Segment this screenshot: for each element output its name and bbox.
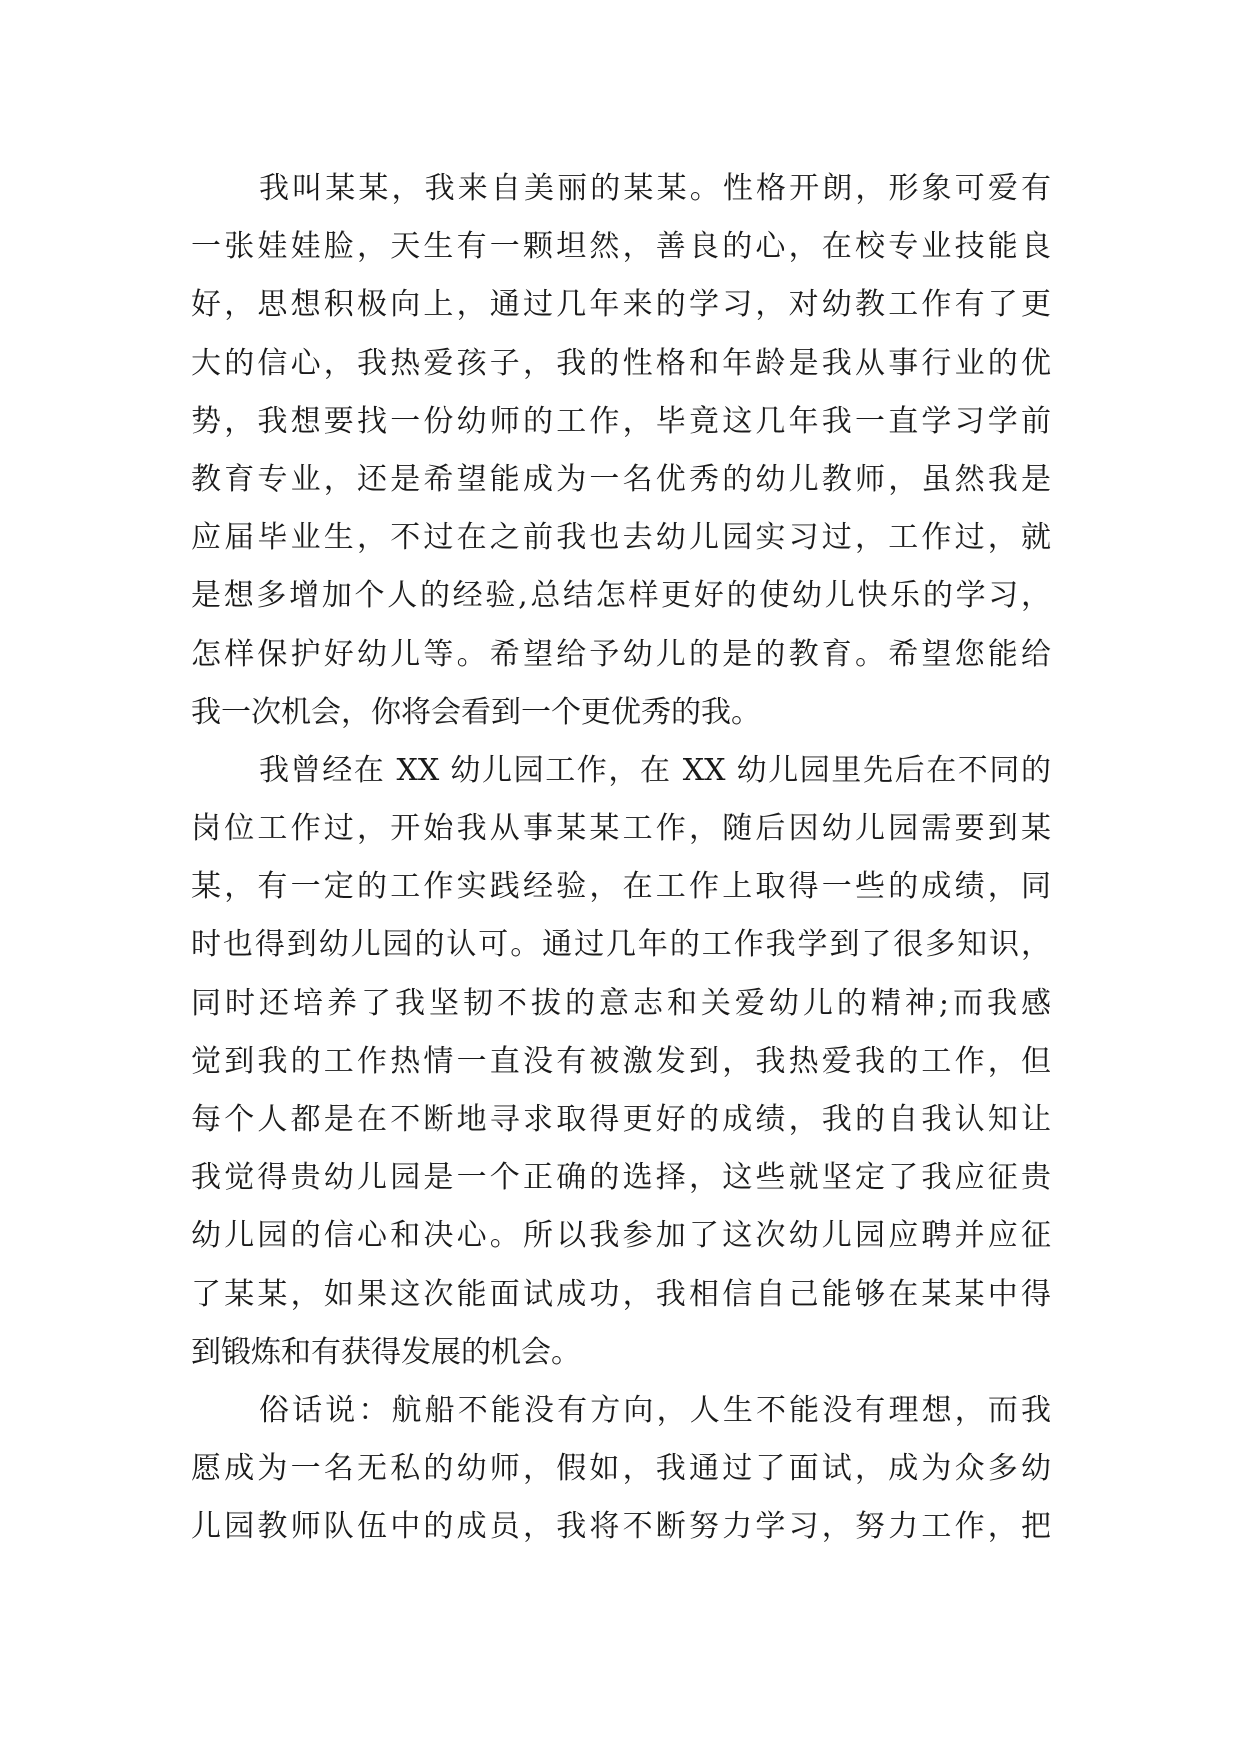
- paragraph-2: [191, 742, 1051, 1382]
- text-line: 了某某，如果这次能面试成功，我相信自己能够在某某中得: [191, 1276, 1051, 1312]
- text-line: 同时还培养了我坚韧不拔的意志和关爱幼儿的精神;而我感: [191, 985, 1051, 1021]
- text-line: 愿成为一名无私的幼师，假如，我通过了面试，成为众多幼: [191, 1451, 1051, 1487]
- text-line: 我曾经在 XX 幼儿园工作，在 XX 幼儿园里先后在不同的: [259, 752, 1051, 788]
- text-line: 一张娃娃脸，天生有一颗坦然，善良的心，在校专业技能良: [191, 229, 1051, 265]
- text-line: 大的信心，我热爱孩子，我的性格和年龄是我从事行业的优: [191, 345, 1051, 381]
- text-line: 俗话说：航船不能没有方向，人生不能没有理想，而我: [259, 1392, 1051, 1428]
- text-line: 每个人都是在不断地寻求取得更好的成绩，我的自我认知让: [191, 1102, 1051, 1137]
- text-line: 儿园教师队伍中的成员，我将不断努力学习，努力工作，把: [191, 1509, 1051, 1545]
- text-line: 岗位工作过，开始我从事某某工作，随后因幼儿园需要到某: [191, 811, 1051, 847]
- paragraph-3: [191, 1382, 1051, 1557]
- text-line: 好，思想积极向上，通过几年来的学习，对幼教工作有了更: [191, 287, 1051, 323]
- text-line: 我觉得贵幼儿园是一个正确的选择，这些就坚定了我应征贵: [191, 1160, 1051, 1196]
- text-line: 是想多增加个人的经验,总结怎样更好的使幼儿快乐的学习，: [191, 578, 1051, 614]
- text-line: 某，有一定的工作实践经验，在工作上取得一些的成绩，同: [191, 869, 1051, 905]
- paragraph-1: [191, 160, 1051, 742]
- text-line: 时也得到幼儿园的认可。通过几年的工作我学到了很多知识，: [191, 927, 1051, 963]
- text-line: 我一次机会，你将会看到一个更优秀的我。: [191, 694, 761, 730]
- document-body: [191, 160, 1051, 1557]
- text-line: 到锻炼和有获得发展的机会。: [191, 1334, 581, 1370]
- text-line: 教育专业，还是希望能成为一名优秀的幼儿教师，虽然我是: [191, 461, 1051, 497]
- text-line: 觉到我的工作热情一直没有被激发到，我热爱我的工作，但: [191, 1043, 1051, 1079]
- text-line: 我叫某某，我来自美丽的某某。性格开朗，形象可爱有: [259, 171, 1051, 206]
- text-line: 怎样保护好幼儿等。希望给予幼儿的是的教育。希望您能给: [191, 636, 1051, 672]
- text-line: 应届毕业生，不过在之前我也去幼儿园实习过，工作过，就: [191, 520, 1051, 556]
- text-line: 势，我想要找一份幼师的工作，毕竟这几年我一直学习学前: [191, 403, 1051, 439]
- text-line: 幼儿园的信心和决心。所以我参加了这次幼儿园应聘并应征: [191, 1218, 1051, 1254]
